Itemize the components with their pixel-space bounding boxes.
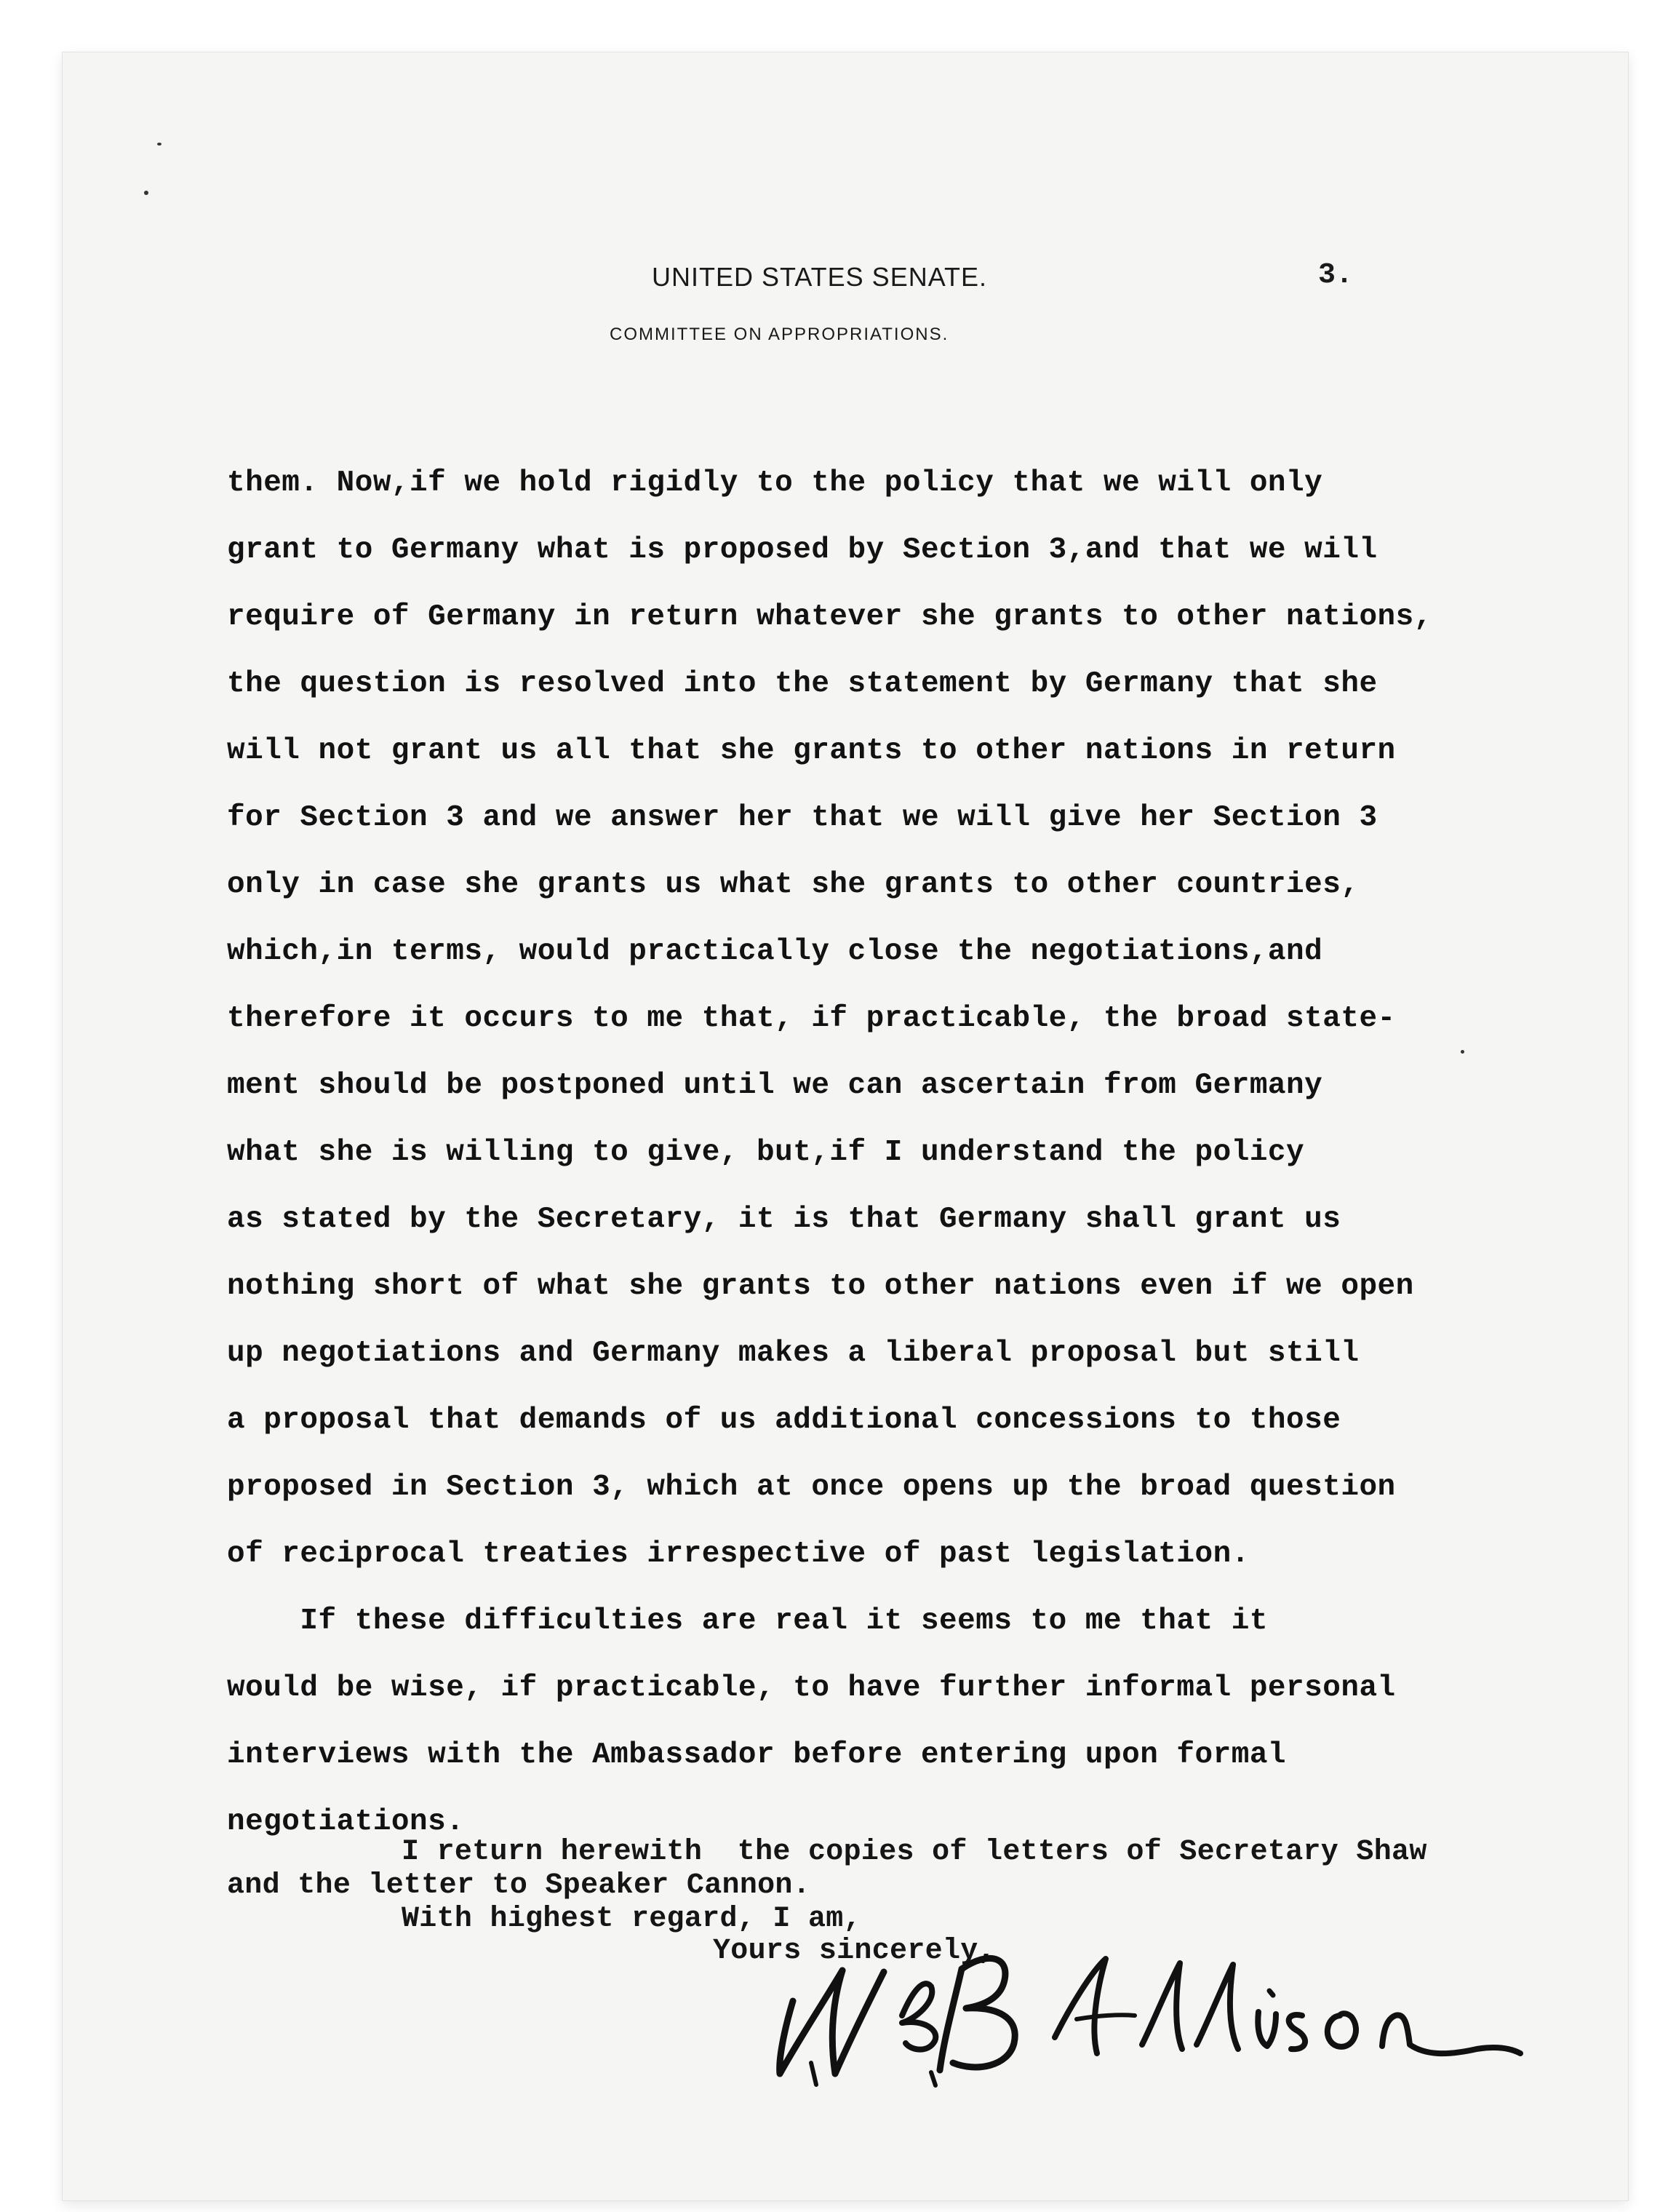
body-line: of reciprocal treaties irrespective of past legislation.	[227, 1537, 1250, 1571]
body-line: grant to Germany what is proposed by Section 3,and that we will	[227, 533, 1378, 567]
margin-speck	[144, 191, 148, 195]
closing-line-regard: With highest regard, I am,	[402, 1903, 861, 1936]
body-line: interviews with the Ambassador before entering upon formal	[227, 1738, 1287, 1772]
body-line: ment should be postponed until we can ascertain from Germany	[227, 1069, 1323, 1102]
signature-stroke	[1258, 2012, 1276, 2046]
signature-stroke	[811, 2063, 816, 2085]
body-line: require of Germany in return whatever she grants to other nations,	[227, 600, 1432, 634]
signature-stroke	[1197, 1965, 1238, 2049]
body-line: therefore it occurs to me that, if practicable, the broad state-	[227, 1002, 1396, 1035]
body-line: will not grant us all that she grants to other nations in return	[227, 734, 1396, 768]
letterhead-title: UNITED STATES SENATE.	[652, 262, 988, 292]
body-line: only in case she grants us what she grants to other countries,	[227, 868, 1360, 902]
signature-stroke	[1289, 2015, 1305, 2049]
body-line: which,in terms, would practically close the negotiations,and	[227, 935, 1323, 968]
signature-stroke	[940, 1969, 962, 2070]
body-line: as stated by the Secretary, it is that Germany shall grant us	[227, 1203, 1341, 1236]
body-line: the question is resolved into the statement by Germany that she	[227, 667, 1378, 701]
body-line: would be wise, if practicable, to have further informal personal	[227, 1671, 1396, 1705]
signature-stroke	[832, 1970, 884, 2074]
margin-speck	[1461, 1050, 1464, 1054]
body-line: what she is willing to give, but,if I understand the policy	[227, 1136, 1305, 1169]
body-line: If these difficulties are real it seems to me that it	[227, 1604, 1268, 1638]
margin-speck	[157, 143, 161, 146]
letterhead-subtitle: COMMITTEE ON APPROPRIATIONS.	[610, 325, 949, 344]
body-line: up negotiations and Germany makes a liberal proposal but still	[227, 1337, 1360, 1370]
signature-stroke	[1382, 2015, 1520, 2053]
signature-stroke	[1269, 1991, 1273, 1995]
body-line: a proposal that demands of us additional concessions to those	[227, 1404, 1341, 1437]
signature-stroke	[931, 2072, 935, 2085]
closing-line-sincerely: Yours sincerely,	[713, 1935, 996, 1968]
body-line: nothing short of what she grants to other nations even if we open	[227, 1270, 1414, 1303]
body-line: for Section 3 and we answer her that we will give her Section 3	[227, 801, 1378, 835]
body-line: them. Now,if we hold rigidly to the policy that we will only	[227, 466, 1323, 500]
signature-stroke	[1055, 1959, 1106, 2053]
signature-stroke	[1077, 2015, 1135, 2019]
signature-stroke	[1142, 1963, 1182, 2049]
closing-line-return: I return herewith the copies of letters of Secretary Shaw	[402, 1836, 1427, 1869]
signature-image	[749, 1921, 1528, 2088]
page-number: 3.	[1318, 259, 1354, 292]
body-line: proposed in Section 3, which at once opens up the broad question	[227, 1471, 1396, 1504]
signature-stroke	[902, 1984, 935, 2049]
closing-line-cannon: and the letter to Speaker Cannon.	[227, 1869, 811, 1902]
signature-stroke	[1328, 2013, 1356, 2047]
body-line: negotiations.	[227, 1805, 465, 1839]
